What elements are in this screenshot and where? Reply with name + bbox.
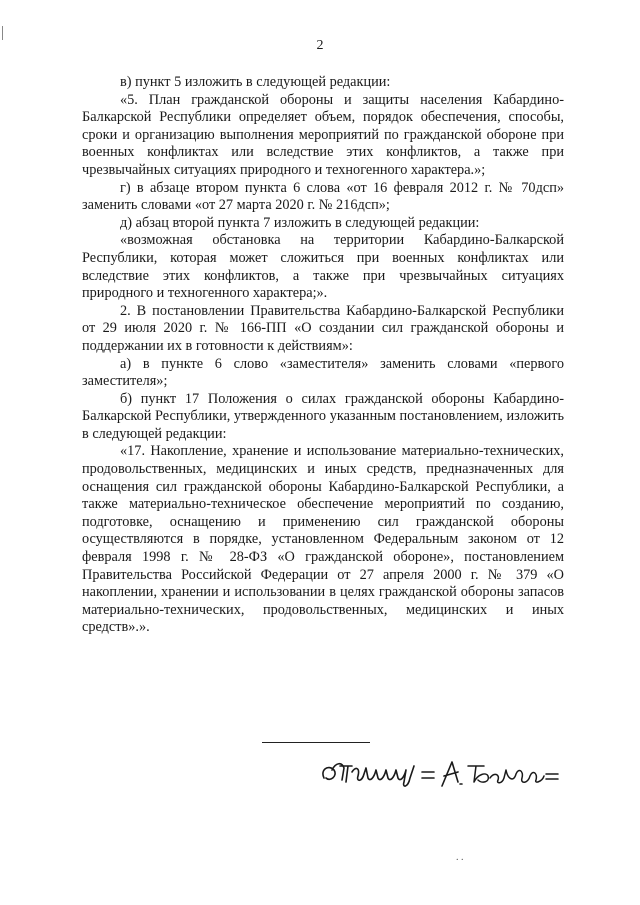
paragraph: «5. План гражданской обороны и защиты населения Кабардино-Балкарской Республики определяет объем, порядок обеспечения, способы, сроки и организацию выполнения мероприятий по гражданской обороне при военных конфликтах или вследствие этих конфликтов, а также при чрезвычайных ситуациях природного и техногенного характера.»;: [82, 91, 564, 178]
paragraph: б) пункт 17 Положения о силах гражданской обороны Кабардино-Балкарской Республики, утвержденного указанным постановлением, изложить в следующей редакции:: [82, 390, 564, 442]
paragraph: а) в пункте 6 слово «заместителя» заменить словами «первого заместителя»;: [82, 355, 564, 390]
handwritten-signature: [318, 748, 568, 798]
paragraph: 2. В постановлении Правительства Кабардино-Балкарской Республики от 29 июля 2020 г. № 166-ПП «О создании сил гражданской обороны и поддержании их в готовности к действиям»:: [82, 302, 564, 354]
scan-dots: . .: [456, 852, 464, 863]
page-number: 2: [316, 38, 324, 53]
separator-line: [262, 742, 370, 743]
paragraph: д) абзац второй пункта 7 изложить в следующей редакции:: [120, 214, 480, 231]
paragraph: «17. Накопление, хранение и использование материально-технических, продовольственных, медицинских и иных средств, предназначенных для оснащения сил гражданской обороны Кабардино-Балкарской Республики, а также материально-техническое обеспечение мероприятий по созданию, подготовке, оснащению и применению сил гражданской обороны осуществляются в порядке, установленном Федеральным законом от 12 февраля 1998 г. № 28-ФЗ «О гражданской обороне», постановлением Правительства Российской Федерации от 27 апреля 2000 г. № 379 «О накоплении, хранении и использовании в целях гражданской обороны запасов материально-технических, продовольственных, медицинских и иных средств».».: [82, 443, 564, 636]
document-body: [82, 74, 564, 637]
paragraph: в) пункт 5 изложить в следующей редакции:: [120, 74, 391, 90]
paragraph: «возможная обстановка на территории Кабардино-Балкарской Республики, которая может сложиться при военных конфликтах или вследствие этих конфликтов, а также при чрезвычайных ситуациях природного и техногенного характера;».: [82, 232, 564, 302]
paragraph: г) в абзаце втором пункта 6 слова «от 16 февраля 2012 г. № 70дсп» заменить словами «от 27 марта 2020 г. № 216дсп»;: [82, 179, 564, 214]
